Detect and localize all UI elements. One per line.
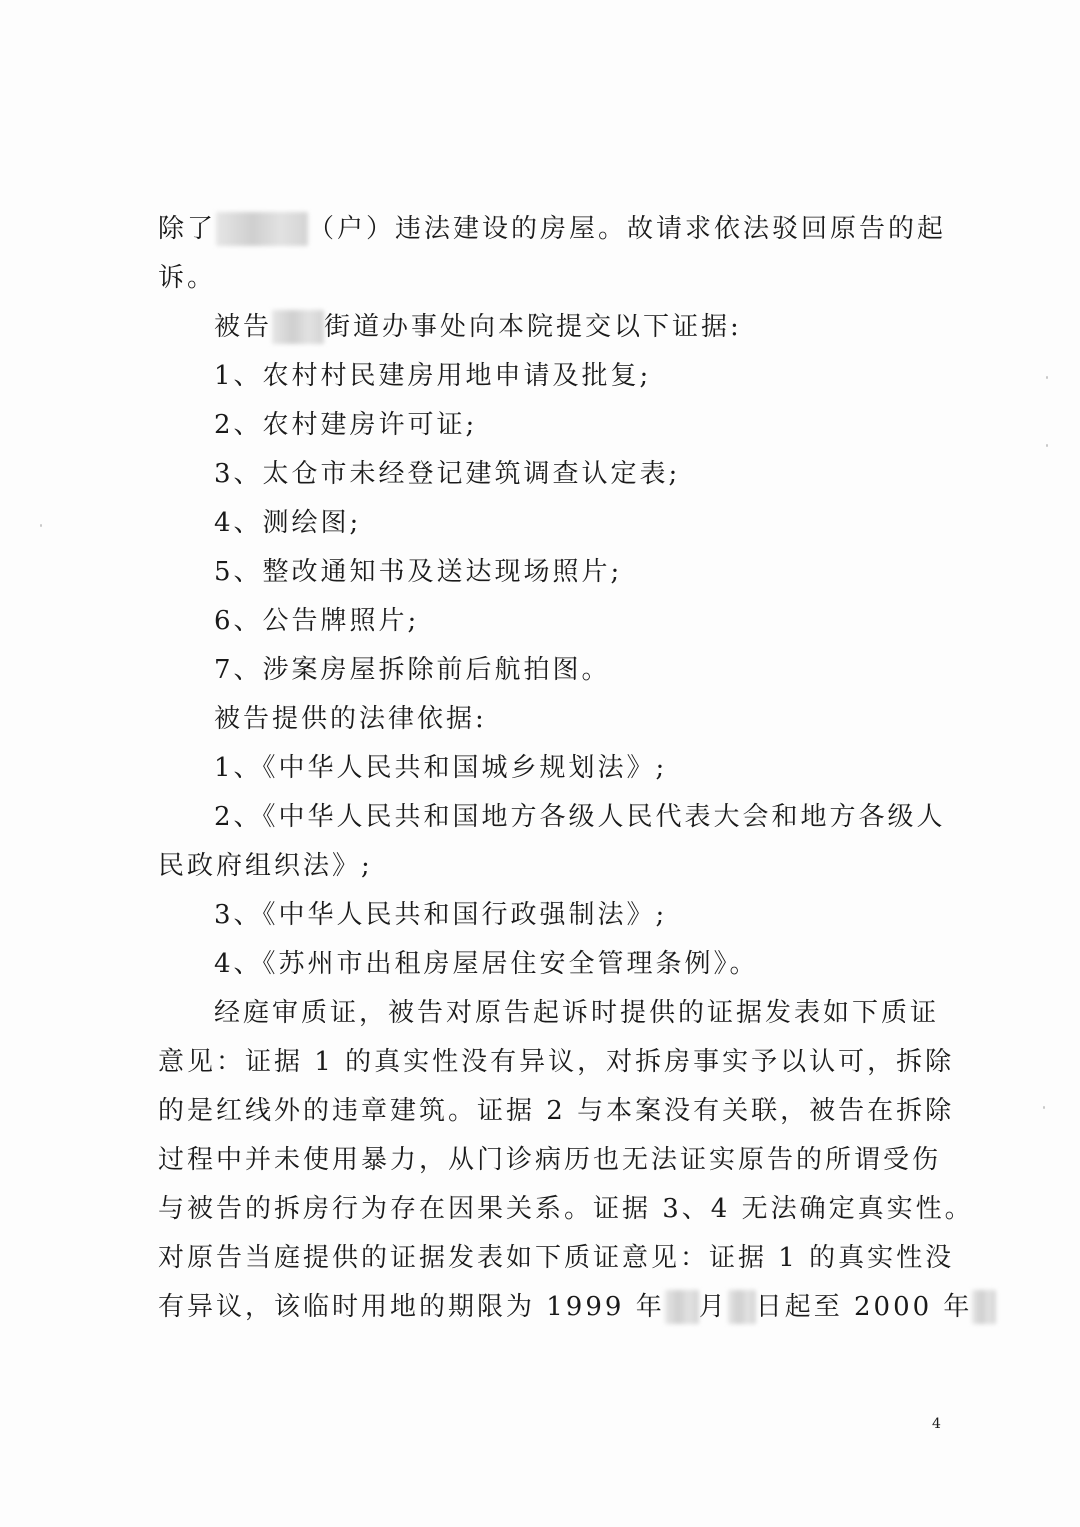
- redacted-block: [972, 1290, 996, 1324]
- page-number: 4: [932, 1416, 941, 1432]
- list-item: 2、农村建房许可证;: [214, 410, 478, 440]
- redacted-block: [665, 1290, 699, 1324]
- text-segment: 有异议，该临时用地的期限为 1999 年: [158, 1292, 665, 1322]
- text-segment: 除了: [158, 214, 217, 244]
- list-item: 4、测绘图;: [214, 508, 362, 538]
- text-line: 经庭审质证，被告对原告起诉时提供的证据发表如下质证: [214, 998, 940, 1028]
- list-item: 3、《中华人民共和国行政强制法》;: [214, 900, 668, 930]
- list-item: 3、太仓市未经登记建筑调查认定表;: [214, 459, 681, 489]
- scan-speck: [40, 524, 42, 527]
- text-line: [158, 212, 948, 246]
- text-line: [158, 1290, 973, 1324]
- text-segment: （户）违法建设的房屋。故请求依法驳回原告的起: [308, 214, 947, 244]
- scan-speck: [1043, 1106, 1045, 1109]
- text-line: 的是红线外的违章建筑。证据 2 与本案没有关联，被告在拆除: [158, 1096, 955, 1126]
- list-item: 1、农村村民建房用地申请及批复;: [214, 361, 652, 391]
- list-item: 6、公告牌照片;: [214, 606, 420, 636]
- text-segment: 街道办事处向本院提交以下证据:: [324, 312, 742, 342]
- list-item: 5、整改通知书及送达现场照片;: [214, 557, 623, 587]
- text-line: 民政府组织法》;: [158, 851, 373, 881]
- list-item: 1、《中华人民共和国城乡规划法》;: [214, 753, 668, 783]
- redacted-block: [272, 310, 324, 344]
- redacted-block: [216, 212, 308, 246]
- text-line: 诉。: [158, 263, 217, 293]
- list-item: 4、《苏州市出租房屋居住安全管理条例》。: [214, 949, 759, 979]
- text-line: 与被告的拆房行为存在因果关系。证据 3、4 无法确定真实性。: [158, 1194, 974, 1224]
- scan-speck: [1046, 376, 1048, 379]
- text-line: 对原告当庭提供的证据发表如下质证意见：证据 1 的真实性没: [158, 1243, 955, 1273]
- scan-speck: [1046, 444, 1048, 447]
- text-segment: 被告: [214, 312, 273, 342]
- text-line: 被告提供的法律依据:: [214, 704, 487, 734]
- text-line: 意见：证据 1 的真实性没有异议，对拆房事实予以认可，拆除: [158, 1047, 955, 1077]
- text-segment: 日起至 2000 年: [755, 1292, 973, 1322]
- redacted-block: [728, 1290, 756, 1324]
- text-line: [214, 310, 948, 344]
- list-item: 2、《中华人民共和国地方各级人民代表大会和地方各级人: [214, 802, 946, 832]
- text-line: 过程中并未使用暴力，从门诊病历也无法证实原告的所谓受伤: [158, 1145, 942, 1175]
- list-item: 7、涉案房屋拆除前后航拍图。: [214, 655, 611, 685]
- text-segment: 月: [698, 1292, 728, 1322]
